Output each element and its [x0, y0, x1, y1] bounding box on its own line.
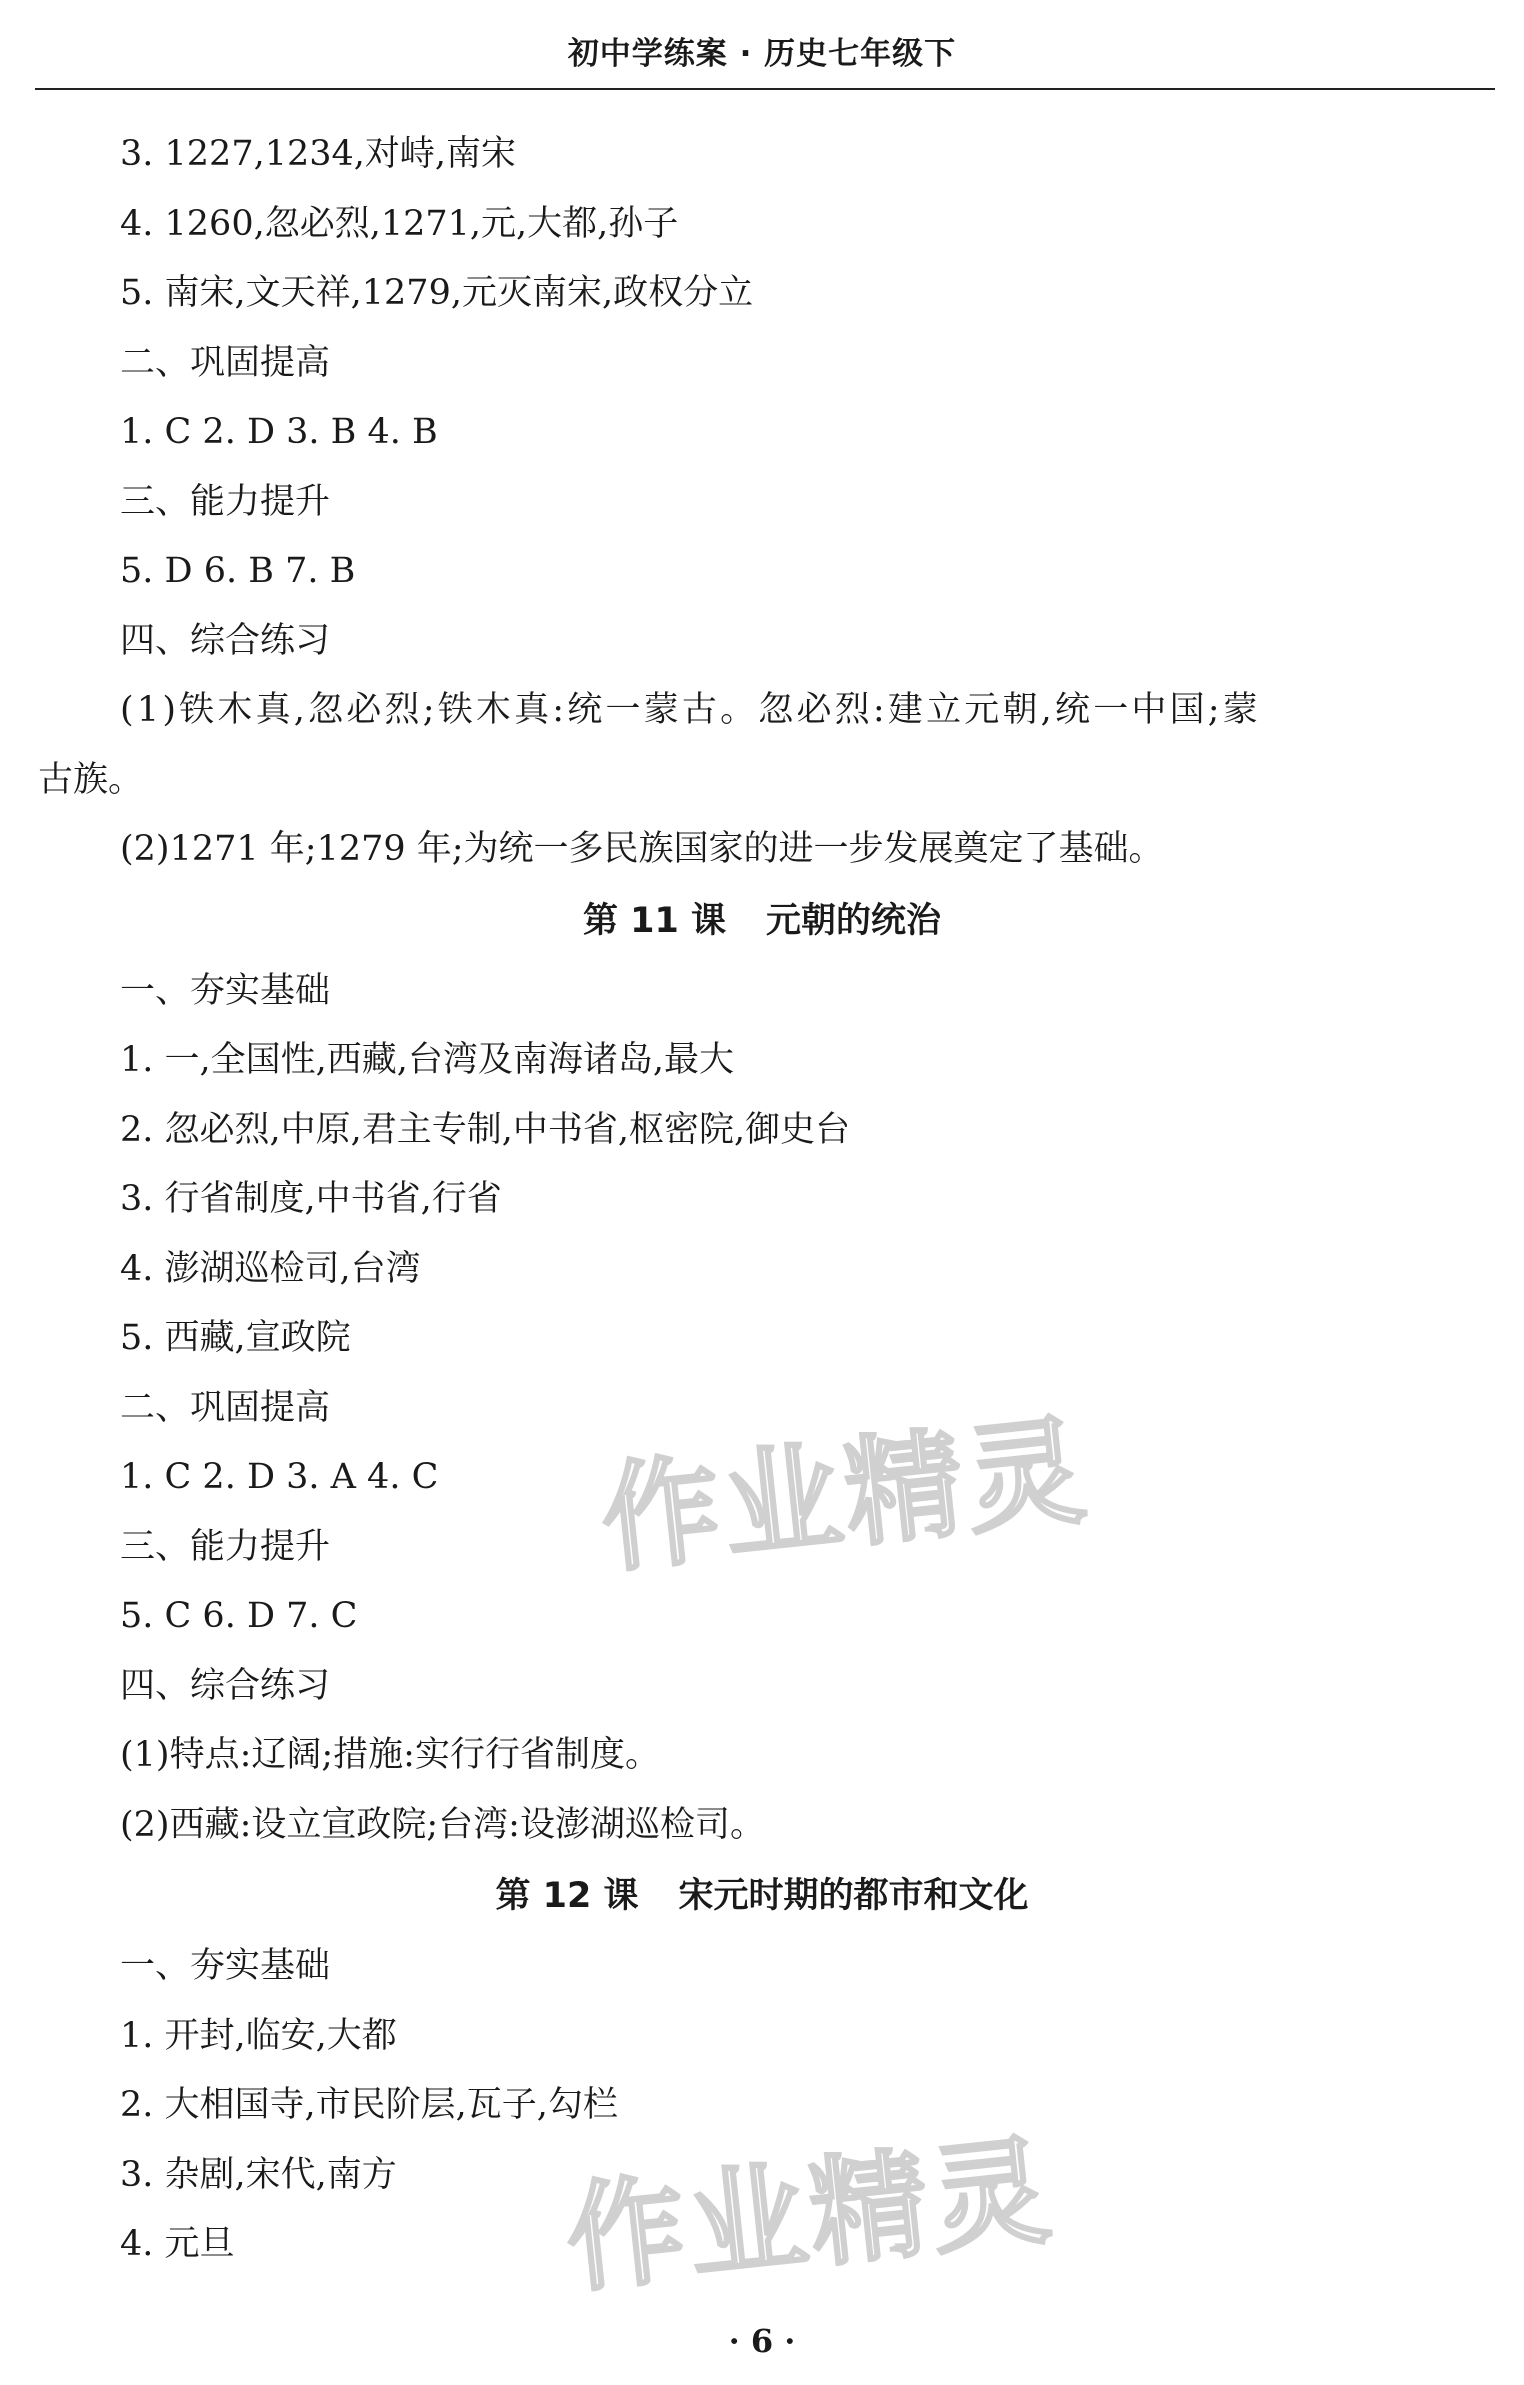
- answer-line: (2)1271 年;1279 年;为统一多民族国家的进一步发展奠定了基础。: [120, 829, 1164, 869]
- watermark-logo: 作业精灵: [560, 2120, 1060, 2310]
- answer-line: 一、夯实基础: [120, 970, 331, 1011]
- answer-line: 4. 澎湖巡检司,台湾: [120, 1248, 421, 1289]
- answer-line: 5. 南宋,文天祥,1279,元灭南宋,政权分立: [120, 273, 754, 313]
- page-number: · 6 ·: [728, 2322, 796, 2360]
- answer-line: 1. 开封,临安,大都: [120, 2015, 397, 2056]
- lesson-number: 第 12 课: [495, 1876, 639, 1916]
- answer-line: 2. 忽必烈,中原,君主专制,中书省,枢密院,御史台: [120, 1109, 851, 1150]
- answer-line: (1)特点:辽阔;措施:实行行省制度。: [120, 1735, 660, 1775]
- answer-line: 一、夯实基础: [120, 1946, 331, 1986]
- answer-line: 古族。: [38, 759, 144, 800]
- answer-line: 3. 1227,1234,对峙,南宋: [120, 134, 517, 174]
- answer-line: (1)铁木真,忽必烈;铁木真:统一蒙古。忽必烈:建立元朝,统一中国;蒙: [120, 690, 1261, 730]
- answer-line: 二、巩固提高: [120, 342, 331, 383]
- answer-line: 2. 大相国寺,市民阶层,瓦子,勾栏: [120, 2085, 618, 2125]
- answer-line: 1. C 2. D 3. A 4. C: [120, 1457, 439, 1497]
- watermark-logo: 作业精灵: [595, 1400, 1095, 1590]
- answer-line: 四、综合练习: [120, 620, 331, 661]
- lesson-number: 第 11 课: [582, 900, 727, 941]
- answer-line: 二、巩固提高: [120, 1387, 331, 1428]
- answer-line: 三、能力提升: [120, 481, 331, 522]
- answer-line: 1. C 2. D 3. B 4. B: [120, 412, 438, 452]
- answer-line: 三、能力提升: [120, 1526, 331, 1567]
- answer-line: 四、综合练习: [120, 1665, 331, 1706]
- header-divider: [35, 88, 1495, 90]
- answer-line: 3. 行省制度,中书省,行省: [120, 1179, 502, 1219]
- answer-content: [0, 120, 1524, 2280]
- answer-line: 5. D 6. B 7. B: [120, 551, 356, 591]
- page-header-title: 初中学练案 · 历史七年级下: [567, 36, 957, 72]
- answer-line: 5. 西藏,宣政院: [120, 1318, 351, 1358]
- answer-line: 4. 元旦: [120, 2224, 235, 2264]
- answer-line: 1. 一,全国性,西藏,台湾及南海诸岛,最大: [120, 1040, 735, 1080]
- answer-line: 4. 1260,忽必烈,1271,元,大都,孙子: [120, 203, 679, 244]
- answer-line: (2)西藏:设立宣政院;台湾:设澎湖巡检司。: [120, 1804, 765, 1845]
- lesson-name: 元朝的统治: [766, 900, 942, 941]
- answer-line: 3. 杂剧,宋代,南方: [120, 2154, 397, 2195]
- lesson-name: 宋元时期的都市和文化: [678, 1876, 1029, 1916]
- answer-line: 5. C 6. D 7. C: [120, 1596, 358, 1636]
- lesson-title: [0, 885, 1524, 957]
- lesson-title: [0, 1860, 1524, 1932]
